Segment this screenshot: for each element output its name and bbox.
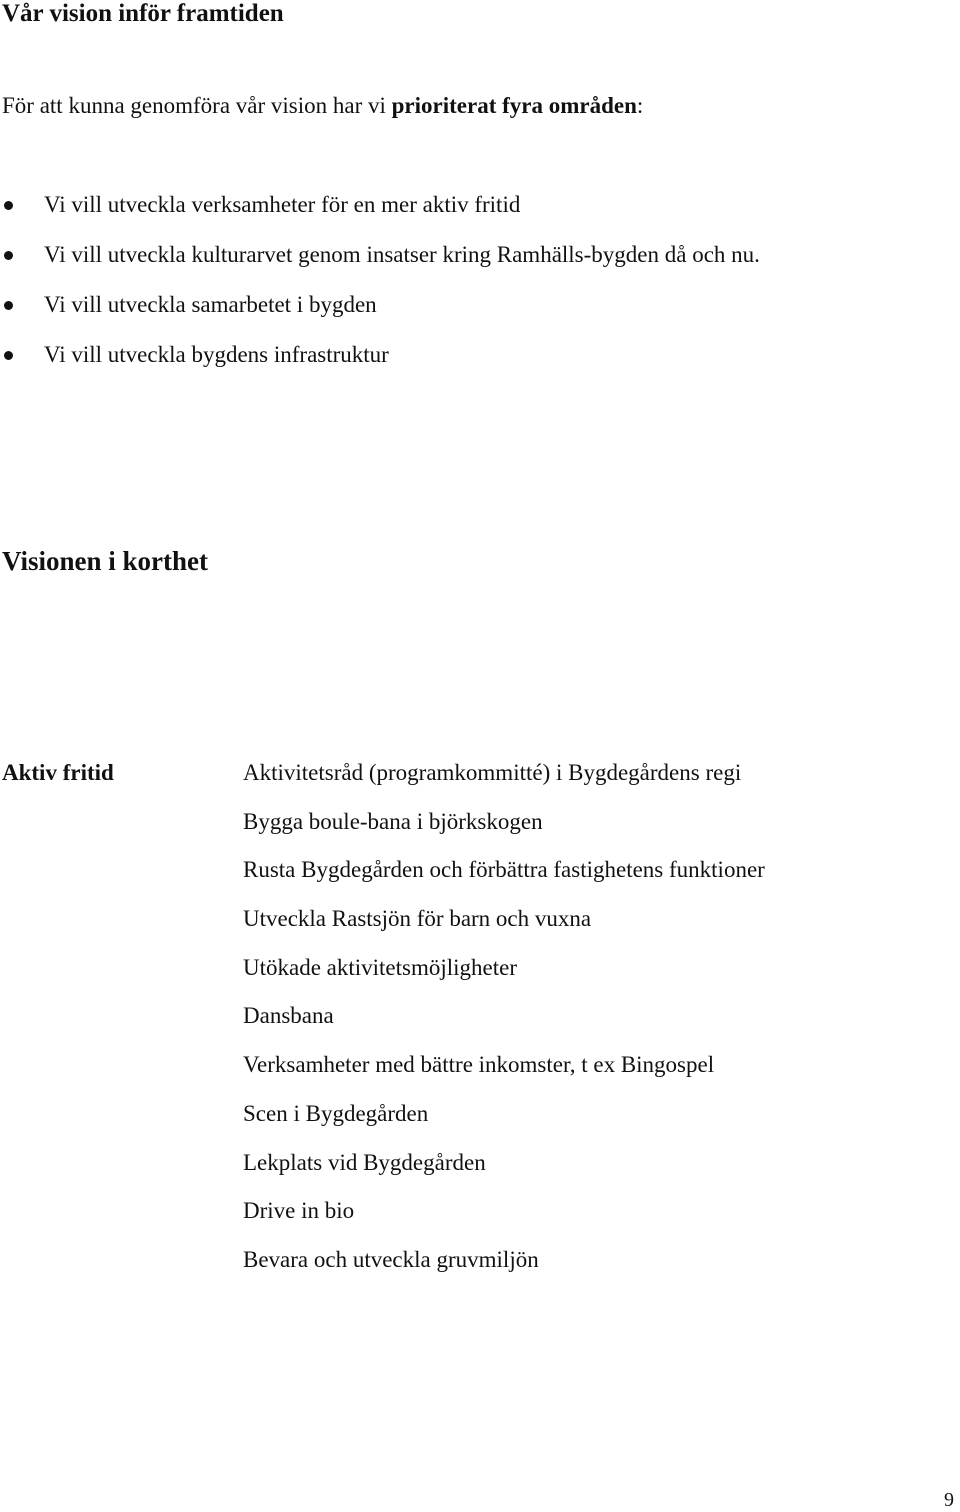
section-heading: Visionen i korthet [2,546,209,576]
intro-paragraph [2,91,643,121]
activity-item: Lekplats vid Bygdegården [243,1149,486,1175]
activity-item: Utveckla Rastsjön för barn och vuxna [243,906,592,932]
activity-item: Utökade aktivitetsmöjligheter [243,954,518,980]
activity-item: Aktivitetsråd (programkommitté) i Bygdegårdens regi [243,760,742,785]
priority-text: Vi vill utveckla bygdens infrastruktur [44,342,389,367]
activity-item: Bevara och utveckla gruvmiljön [243,1246,539,1272]
bullet-dot-icon [4,351,13,360]
activity-item: Rusta Bygdegården och förbättra fastighetens funktioner [243,857,765,883]
priority-item [0,340,760,390]
intro-lead: För att kunna genomföra vår vision har vi [2,93,392,118]
activity-item: Dansbana [243,1003,334,1029]
page-number: 9 [944,1489,954,1511]
priority-list [0,190,760,390]
priority-text: Vi vill utveckla samarbetet i bygden [44,292,377,317]
bullet-dot-icon [4,251,13,260]
bullet-dot-icon [4,201,13,210]
priority-item [0,290,760,340]
activity-item: Bygga boule-bana i björkskogen [243,808,543,834]
category-label: Aktiv fritid [2,760,114,785]
priority-text: Vi vill utveckla verksamheter för en mer aktiv fritid [44,192,521,217]
activity-item: Drive in bio [243,1198,355,1224]
activity-item: Scen i Bygdegården [243,1100,429,1126]
activity-item: Verksamheter med bättre inkomster, t ex Bingospel [243,1052,715,1078]
bullet-dot-icon [4,301,13,310]
intro-emphasis: prioriterat fyra områden [391,93,637,118]
activity-list [243,758,765,1294]
page-title: Vår vision inför framtiden [2,0,284,27]
priority-item [0,190,760,240]
priority-text: Vi vill utveckla kulturarvet genom insatser kring Ramhälls-bygden då och nu. [44,242,760,267]
priority-item [0,240,760,290]
intro-tail: : [636,93,644,118]
